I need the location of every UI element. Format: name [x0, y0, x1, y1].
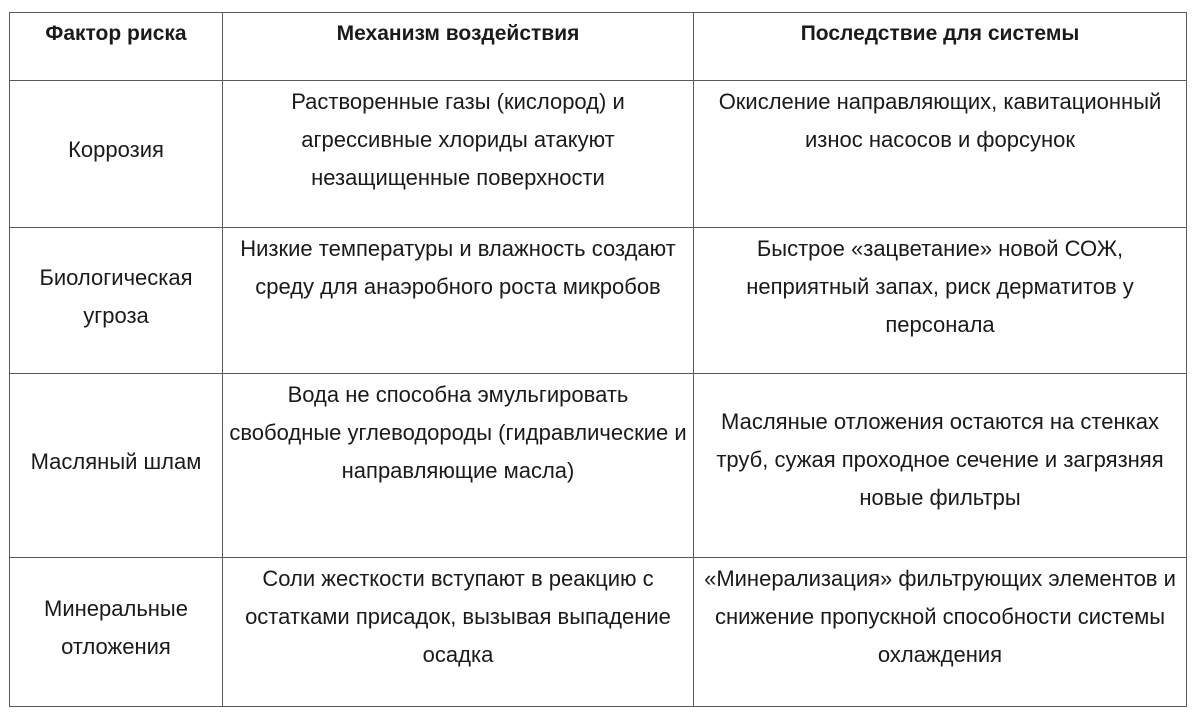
consequence-cell: Быстрое «зацветание» новой СОЖ, неприятный запах, риск дерматитов у персонала [694, 228, 1187, 374]
mechanism-cell[interactable] [223, 374, 694, 558]
factor-cell: Минеральные отложения [10, 558, 223, 707]
factor-cell: Масляный шлам [10, 374, 223, 558]
mechanism-cell: Соли жесткости вступают в реакцию с остатками присадок, вызывая выпадение осадка [223, 558, 694, 707]
risk-factors-table [9, 12, 1187, 707]
mechanism-text: Вода не способна эмульгировать свободные углеводороды (гидравлические и направляющие масла) [229, 382, 687, 483]
consequence-cell: «Минерализация» фильтрующих элементов и снижение пропускной способности системы охлаждения [694, 558, 1187, 707]
mechanism-cell: Низкие температуры и влажность создают среду для анаэробного роста микробов [223, 228, 694, 374]
header-mechanism: Механизм воздействия [223, 13, 694, 81]
table-header-row [10, 13, 1187, 81]
mechanism-cell: Растворенные газы (кислород) и агрессивные хлориды атакуют незащищенные поверхности [223, 81, 694, 228]
consequence-cell: Окисление направляющих, кавитационный износ насосов и форсунок [694, 81, 1187, 228]
table-row [10, 374, 1187, 558]
table-row [10, 81, 1187, 228]
header-consequence: Последствие для системы [694, 13, 1187, 81]
header-factor: Фактор риска [10, 13, 223, 81]
consequence-cell: Масляные отложения остаются на стенках труб, сужая проходное сечение и загрязняя новые фильтры [694, 374, 1187, 558]
factor-cell: Коррозия [10, 81, 223, 228]
table-row [10, 228, 1187, 374]
table-row [10, 558, 1187, 707]
factor-cell: Биологическая угроза [10, 228, 223, 374]
